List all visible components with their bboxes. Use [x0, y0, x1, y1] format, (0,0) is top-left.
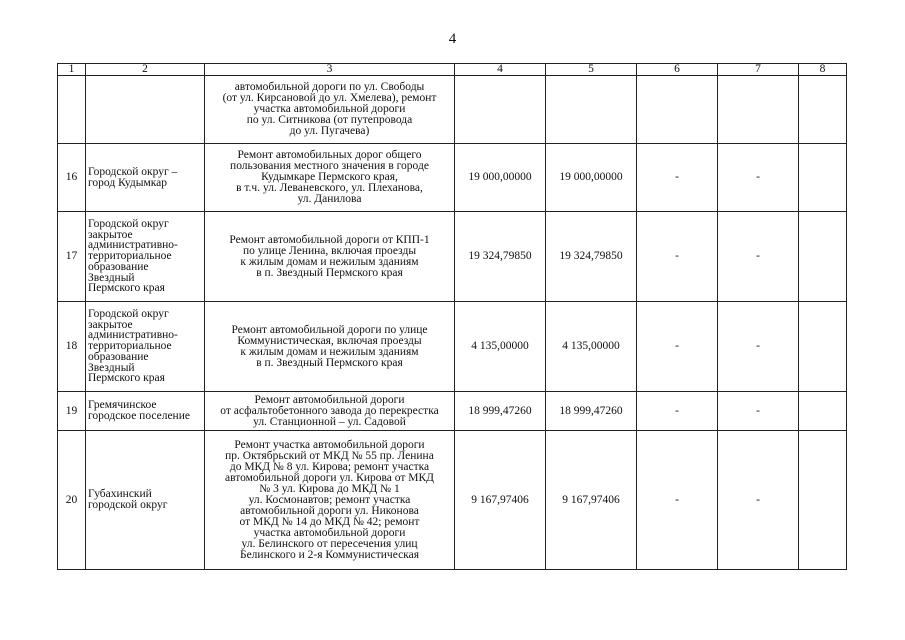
table-row	[58, 212, 847, 302]
column-6-cell: -	[637, 302, 718, 392]
description-line: Белинского и 2-я Коммунистическая	[239, 548, 420, 561]
row-number-cell: 19	[58, 392, 86, 431]
column-number-header: 8	[799, 64, 847, 76]
work-description-cell	[205, 212, 455, 302]
row-number-cell	[58, 76, 86, 144]
municipality-line: Городской округ	[88, 308, 169, 321]
municipality-line: Губахинский	[88, 488, 152, 501]
description-line: в п. Звездный Пермского края	[256, 356, 403, 369]
municipality-line: город Кудымкар	[88, 176, 168, 189]
description-line: ул. Белинского от пересечения улиц	[241, 537, 418, 550]
description-line: в п. Звездный Пермского края	[256, 266, 403, 279]
row-number-cell: 20	[58, 431, 86, 570]
description-line: к жилым домам и нежилым зданиям	[240, 255, 419, 268]
description-line: ул. Космонавтов; ремонт участка	[248, 493, 411, 506]
description-line: до МКД № 8 ул. Кирова; ремонт участка	[229, 460, 430, 473]
municipality-line: территориальное	[88, 250, 172, 263]
column-7-cell: -	[718, 144, 799, 212]
description-line: (от ул. Кирсановой до ул. Хмелева), ремонт	[222, 92, 437, 104]
amount-cell: 19 000,00000	[546, 144, 637, 212]
municipality-cell	[86, 392, 205, 431]
column-7-cell: -	[718, 431, 799, 570]
description-line: автомобильной дороги ул. Никонова	[240, 504, 419, 517]
column-6-cell: -	[637, 431, 718, 570]
description-line: пр. Октябрьский от МКД № 55 пр. Ленина	[225, 449, 434, 462]
amount-cell: 19 324,79850	[546, 212, 637, 302]
column-6-cell	[637, 76, 718, 144]
column-6-cell: -	[637, 144, 718, 212]
column-number-header: 6	[637, 64, 718, 76]
continuation-row	[58, 76, 847, 144]
column-number-header: 3	[205, 64, 455, 76]
column-7-cell: -	[718, 212, 799, 302]
column-8-cell	[799, 302, 847, 392]
table-row	[58, 144, 847, 212]
row-number-cell: 17	[58, 212, 86, 302]
municipality-cell	[86, 431, 205, 570]
municipality-line: образование	[88, 350, 149, 363]
description-line: по улице Ленина, включая проезды	[242, 244, 417, 257]
municipality-line: Звездный	[88, 361, 135, 374]
table-row	[58, 431, 847, 570]
column-number-header: 1	[58, 64, 86, 76]
row-number-cell: 18	[58, 302, 86, 392]
amount-cell: 19 324,79850	[455, 212, 546, 302]
table-row	[58, 302, 847, 392]
municipality-line: Пермского края	[88, 282, 165, 295]
municipality-cell	[86, 76, 205, 144]
municipality-line: административно-	[88, 329, 178, 342]
description-line: к жилым домам и нежилым зданиям	[240, 345, 419, 358]
municipality-line: образование	[88, 260, 149, 273]
table-row	[58, 392, 847, 431]
description-line: участка автомобильной дороги	[253, 526, 406, 539]
page-number: 4	[448, 31, 457, 47]
description-line: ул. Данилова	[297, 193, 362, 205]
row-number-cell: 16	[58, 144, 86, 212]
municipality-cell	[86, 302, 205, 392]
amount-cell: 18 999,47260	[455, 392, 546, 431]
column-8-cell	[799, 144, 847, 212]
column-number-header: 5	[546, 64, 637, 76]
column-8-cell	[799, 392, 847, 431]
municipality-cell	[86, 144, 205, 212]
municipality-line: Гремячинское	[88, 399, 157, 412]
work-description-cell	[205, 76, 455, 144]
description-line: Ремонт автомобильной дороги от КПП-1	[229, 233, 430, 246]
amount-cell: 19 000,00000	[455, 144, 546, 212]
municipality-line: Городской округ –	[88, 165, 178, 178]
description-line: Ремонт автомобильной дороги	[254, 393, 405, 406]
description-line: Коммунистическая, включая проезды	[237, 334, 422, 347]
column-number-header: 4	[455, 64, 546, 76]
amount-cell	[546, 76, 637, 144]
municipality-line: территориальное	[88, 340, 172, 353]
column-8-cell	[799, 76, 847, 144]
column-7-cell	[718, 76, 799, 144]
description-line: Кудымкаре Пермского края,	[261, 171, 398, 183]
column-number-header-row	[58, 64, 847, 76]
amount-cell: 9 167,97406	[455, 431, 546, 570]
description-line: Ремонт автомобильных дорог общего	[237, 149, 422, 161]
work-description-cell	[205, 302, 455, 392]
description-line: от асфальтобетонного завода до перекрестка	[220, 404, 439, 417]
municipality-cell	[86, 212, 205, 302]
funding-table	[57, 63, 847, 570]
column-7-cell: -	[718, 302, 799, 392]
column-6-cell: -	[637, 392, 718, 431]
column-8-cell	[799, 431, 847, 570]
municipality-line: Городской округ	[88, 218, 169, 231]
description-line: пользования местного значения в городе	[230, 160, 429, 172]
municipality-line: административно-	[88, 239, 178, 252]
work-description-cell	[205, 144, 455, 212]
description-line: автомобильной дороги по ул. Свободы	[234, 81, 425, 93]
description-line: № 3 ул. Кирова до МКД № 1	[259, 482, 400, 495]
description-line: Ремонт участка автомобильной дороги	[234, 438, 425, 451]
municipality-line: городское поселение	[88, 410, 190, 422]
description-line: по ул. Ситникова (от путепровода	[246, 114, 413, 126]
column-8-cell	[799, 212, 847, 302]
column-7-cell: -	[718, 392, 799, 431]
municipality-line: закрытое	[88, 228, 133, 241]
amount-cell	[455, 76, 546, 144]
column-6-cell: -	[637, 212, 718, 302]
amount-cell: 4 135,00000	[455, 302, 546, 392]
municipality-line: Пермского края	[88, 372, 165, 385]
column-number-header: 2	[86, 64, 205, 76]
column-number-header: 7	[718, 64, 799, 76]
description-line: до ул. Пугачева)	[289, 125, 370, 137]
municipality-line: закрытое	[88, 318, 133, 331]
amount-cell: 18 999,47260	[546, 392, 637, 431]
municipality-line: Звездный	[88, 271, 135, 284]
municipality-line: городской округ	[88, 499, 168, 511]
amount-cell: 9 167,97406	[546, 431, 637, 570]
description-line: автомобильной дороги ул. Кирова от МКД	[224, 471, 434, 484]
description-line: от МКД № 14 до МКД № 42; ремонт	[239, 515, 420, 528]
description-line: Ремонт автомобильной дороги по улице	[231, 323, 428, 336]
work-description-cell	[205, 392, 455, 431]
amount-cell: 4 135,00000	[546, 302, 637, 392]
work-description-cell	[205, 431, 455, 570]
description-line: ул. Станционной – ул. Садовой	[253, 415, 406, 428]
description-line: в т.ч. ул. Леваневского, ул. Плеханова,	[236, 182, 423, 194]
description-line: участка автомобильной дороги	[253, 103, 406, 115]
